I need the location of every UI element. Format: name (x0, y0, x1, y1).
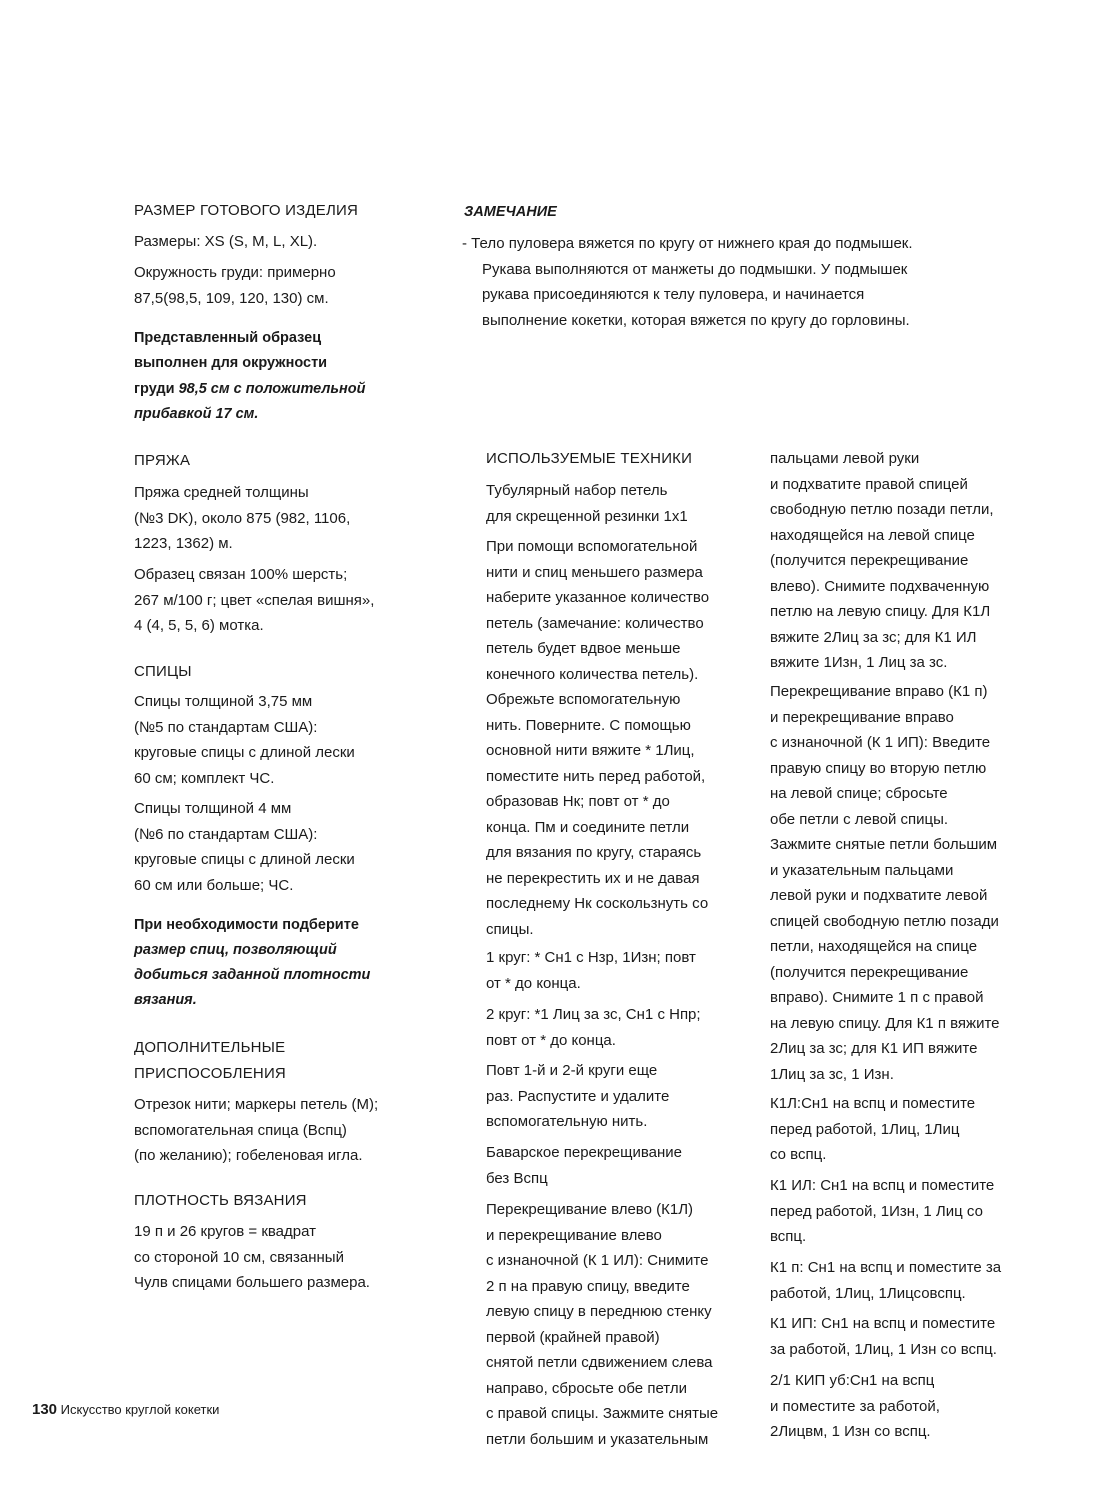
text-line: размер спиц, позволяющий (134, 942, 337, 958)
text-line: петли, находящейся на спице (770, 938, 978, 955)
paragraph (486, 534, 746, 942)
text-line: повт от * до конца. (486, 1031, 616, 1049)
section-heading: ДОПОЛНИТЕЛЬНЫЕ (134, 1039, 286, 1056)
text-line (134, 376, 434, 402)
text-line: 1223, 1362) м. (134, 535, 233, 552)
text-line: К1Л:Сн1 на вспц и поместите (770, 1095, 976, 1112)
text-line: на левой спице; сбросьте (770, 785, 948, 802)
text-line: выполнение кокетки, которая вяжется по кругу до горловины. (482, 311, 910, 329)
text-line: 1 круг: * Сн1 с Нзр, 1Изн; повт (486, 949, 696, 966)
text-line: - Тело пуловера вяжется по кругу от нижнего края до подмышек. (462, 235, 913, 252)
text-line: конца. Пм и соедините петли (486, 818, 690, 836)
text-line: Размеры: XS (S, M, L, XL). (134, 233, 318, 250)
text-line: 267 м/100 г; цвет «спелая вишня», (134, 591, 375, 609)
text-line: 4 (4, 5, 5, 6) мотка. (134, 617, 264, 634)
text-line: и поместите за работой, (770, 1397, 940, 1415)
text-line: не перекрестить их и не давая (486, 869, 700, 887)
section-heading: СПИЦЫ (134, 663, 192, 680)
text-line: правую спицу во вторую петлю (770, 759, 987, 777)
text-line: петель (замечание: количество (486, 614, 704, 632)
yarn-lines (134, 480, 434, 557)
section-yarn (134, 448, 434, 474)
text-line: К1 п: Сн1 на вспц и поместите за (770, 1259, 1002, 1276)
text-line: пальцами левой руки (770, 450, 920, 467)
text-line: Рукава выполняются от манжеты до подмышки. У подмышек (482, 260, 908, 278)
text-line: вязания. (134, 992, 197, 1008)
text-line: Обрежьте вспомогательную (486, 691, 681, 708)
text-line: вспц. (770, 1228, 807, 1245)
paragraph (486, 945, 746, 996)
paragraph (486, 1197, 746, 1452)
text-line: и перекрещивание влево (486, 1226, 662, 1244)
text-line: Перекрещивание влево (К1Л) (486, 1201, 694, 1218)
section-heading: ИСПОЛЬЗУЕМЫЕ ТЕХНИКИ (486, 450, 693, 467)
gauge-lines (134, 1219, 434, 1296)
text-line: левой руки и подхватите левой (770, 887, 988, 904)
text-fragment-emphasis: 98,5 см с положительной (178, 381, 366, 397)
text-line: (№3 DK), около 875 (982, 1106, (134, 509, 351, 527)
needles-lines-2 (134, 796, 434, 898)
text-line: вправо). Снимите 1 п с правой (770, 989, 984, 1006)
paragraph (770, 1173, 1030, 1250)
text-line: круговые спицы с длиной лески (134, 851, 355, 868)
text-line: круговые спицы с длиной лески (134, 744, 355, 761)
text-line: основной нити вяжите * 1Лиц, (486, 742, 695, 759)
text-line: обе петли с левой спицы. (770, 810, 949, 828)
text-line: за работой, 1Лиц, 1 Изн со вспц. (770, 1340, 997, 1358)
text-line: выполнен для окружности (134, 355, 328, 371)
text-line: вспомогательная спица (Вспц) (134, 1121, 347, 1139)
running-title: Искусство круглой кокетки (60, 1402, 220, 1417)
text-line: 1Лиц за зс, 1 Изн. (770, 1065, 894, 1083)
text-line: петель будет вдвое меньше (486, 640, 681, 657)
text-line: вяжите 2Лиц за зс; для К1 ИЛ (770, 628, 977, 646)
text-line: (получится перекрещивание (770, 963, 969, 981)
text-line: перед работой, 1Лиц, 1Лиц (770, 1120, 960, 1138)
note-title: ЗАМЕЧАНИЕ (464, 204, 557, 220)
text-line: Представленный образец (134, 330, 322, 346)
section-heading: ПЛОТНОСТЬ ВЯЗАНИЯ (134, 1192, 307, 1209)
paragraph (770, 446, 1030, 676)
section-heading: ПРЯЖА (134, 452, 191, 469)
text-line: и перекрещивание вправо (770, 708, 954, 726)
text-line: (№5 по стандартам США): (134, 718, 318, 736)
text-line: вспомогательную нить. (486, 1113, 648, 1130)
paragraph (486, 1058, 746, 1135)
text-line: от * до конца. (486, 974, 581, 992)
section-notions (134, 1035, 434, 1086)
text-line: спицей свободную петлю позади (770, 912, 999, 930)
text-line: с правой спицы. Зажмите снятые (486, 1405, 719, 1422)
text-line: и указательным пальцами (770, 861, 954, 879)
text-line: перед работой, 1Изн, 1 Лиц со (770, 1202, 983, 1220)
text-line: Чулв спицами большего размера. (134, 1274, 370, 1291)
text-line: Спицы толщиной 3,75 мм (134, 693, 313, 710)
text-line: влево). Снимите подхваченную (770, 577, 990, 595)
text-line: с изнаночной (К 1 ИЛ): Снимите (486, 1252, 709, 1269)
text-line: 2/1 КИП уб:Сн1 на вспц (770, 1372, 935, 1389)
text-line: 60 см; комплект ЧС. (134, 769, 275, 787)
text-line: прибавкой 17 см. (134, 406, 259, 422)
text-line: К1 ИП: Сн1 на вспц и поместите (770, 1315, 996, 1332)
text-line: Пряжа средней толщины (134, 484, 309, 501)
text-line: 2 п на правую спицу, введите (486, 1277, 690, 1295)
text-line: (№6 по стандартам США): (134, 825, 318, 843)
text-line: При помощи вспомогательной (486, 538, 698, 555)
text-line: Отрезок нити; маркеры петель (М); (134, 1096, 379, 1113)
text-line: последнему Нк соскользнуть со (486, 895, 709, 912)
text-line: нить. Поверните. С помощью (486, 716, 691, 734)
text-line: со вспц. (770, 1146, 827, 1163)
text-line: Баварское перекрещивание (486, 1144, 683, 1161)
note-block (462, 200, 982, 333)
needles-advice (134, 913, 434, 1013)
text-line: 2 круг: *1 Лиц за зс, Сн1 с Нпр; (486, 1006, 701, 1023)
text-line: наберите указанное количество (486, 589, 710, 606)
text-line: Зажмите снятые петли большим (770, 836, 998, 853)
section-gauge (134, 1188, 434, 1214)
text-line: конечного количества петель). (486, 665, 699, 683)
page-number: 130 (32, 1401, 58, 1418)
section-needles (134, 659, 434, 685)
size-line (134, 229, 434, 255)
notions-lines (134, 1092, 434, 1169)
paragraph (770, 1311, 1030, 1362)
text-line: находящейся на левой спице (770, 526, 975, 544)
sample-note (134, 326, 434, 427)
paragraph (486, 1002, 746, 1053)
yarn-lines-2 (134, 562, 434, 639)
text-line: Окружность груди: примерно (134, 264, 336, 281)
text-line: с изнаночной (К 1 ИП): Введите (770, 734, 991, 751)
text-line: добиться заданной плотности (134, 967, 371, 983)
paragraph (486, 1140, 746, 1191)
text-line: на левую спицу. Для К1 п вяжите (770, 1014, 1000, 1032)
text-line: 19 п и 26 кругов = квадрат (134, 1223, 317, 1240)
text-line: (получится перекрещивание (770, 552, 969, 569)
text-line: вяжите 1Изн, 1 Лиц за зс. (770, 654, 948, 671)
text-line: без Вспц (486, 1169, 548, 1187)
text-line: петли большим и указательным (486, 1430, 709, 1448)
paragraph (770, 1091, 1030, 1168)
text-line: первой (крайней правой) (486, 1328, 660, 1346)
text-line: При необходимости подберите (134, 917, 359, 933)
text-line: Перекрещивание вправо (К1 п) (770, 683, 988, 700)
text-line: 2Лицвм, 1 Изн со вспц. (770, 1423, 931, 1440)
text-line: работой, 1Лиц, 1Лицсовспц. (770, 1284, 966, 1302)
section-techniques (486, 446, 746, 472)
text-line: для скрещенной резинки 1х1 (486, 507, 688, 525)
paragraph (770, 1255, 1030, 1306)
note-body (462, 231, 982, 333)
paragraph (486, 478, 746, 529)
paragraph (770, 1368, 1030, 1445)
size-lines (134, 260, 434, 311)
text-line: (по желанию); гобеленовая игла. (134, 1147, 363, 1164)
text-line: левую спицу в переднюю стенку (486, 1303, 712, 1320)
text-line: со стороной 10 см, связанный (134, 1248, 344, 1266)
text-line: рукава присоединяются к телу пуловера, и начинается (482, 286, 865, 303)
text-line: поместите нить перед работой, (486, 767, 706, 785)
text-line: снятой петли сдвижением слева (486, 1354, 713, 1371)
text-line: свободную петлю позади петли, (770, 501, 994, 518)
text-line: направо, сбросьте обе петли (486, 1379, 687, 1397)
text-line: Тубулярный набор петель (486, 482, 668, 499)
text-line: Повт 1-й и 2-й круги еще (486, 1062, 658, 1079)
text-line: нити и спиц меньшего размера (486, 563, 703, 581)
section-heading: РАЗМЕР ГОТОВОГО ИЗДЕЛИЯ (134, 202, 359, 219)
text-line: 87,5(98,5, 109, 120, 130) см. (134, 289, 329, 307)
text-line: Спицы толщиной 4 мм (134, 800, 292, 817)
text-line: Образец связан 100% шерсть; (134, 566, 348, 583)
text-line: для вязания по кругу, стараясь (486, 844, 702, 861)
text-line: 60 см или больше; ЧС. (134, 876, 294, 894)
text-line: образовав Нк; повт от * до (486, 793, 670, 810)
paragraph (770, 679, 1030, 1087)
text-line: К1 ИЛ: Сн1 на вспц и поместите (770, 1177, 995, 1194)
text-line: раз. Распустите и удалите (486, 1087, 670, 1105)
text-line: петлю на левую спицу. Для К1Л (770, 603, 991, 620)
page-footer (32, 1401, 219, 1418)
section-heading: ПРИСПОСОБЛЕНИЯ (134, 1064, 286, 1082)
section-size (134, 198, 434, 224)
needles-lines (134, 689, 434, 791)
text-line: спицы. (486, 920, 534, 938)
text-fragment: груди (134, 381, 179, 397)
text-line: и подхватите правой спицей (770, 475, 968, 493)
text-line: 2Лиц за зс; для К1 ИП вяжите (770, 1040, 978, 1057)
